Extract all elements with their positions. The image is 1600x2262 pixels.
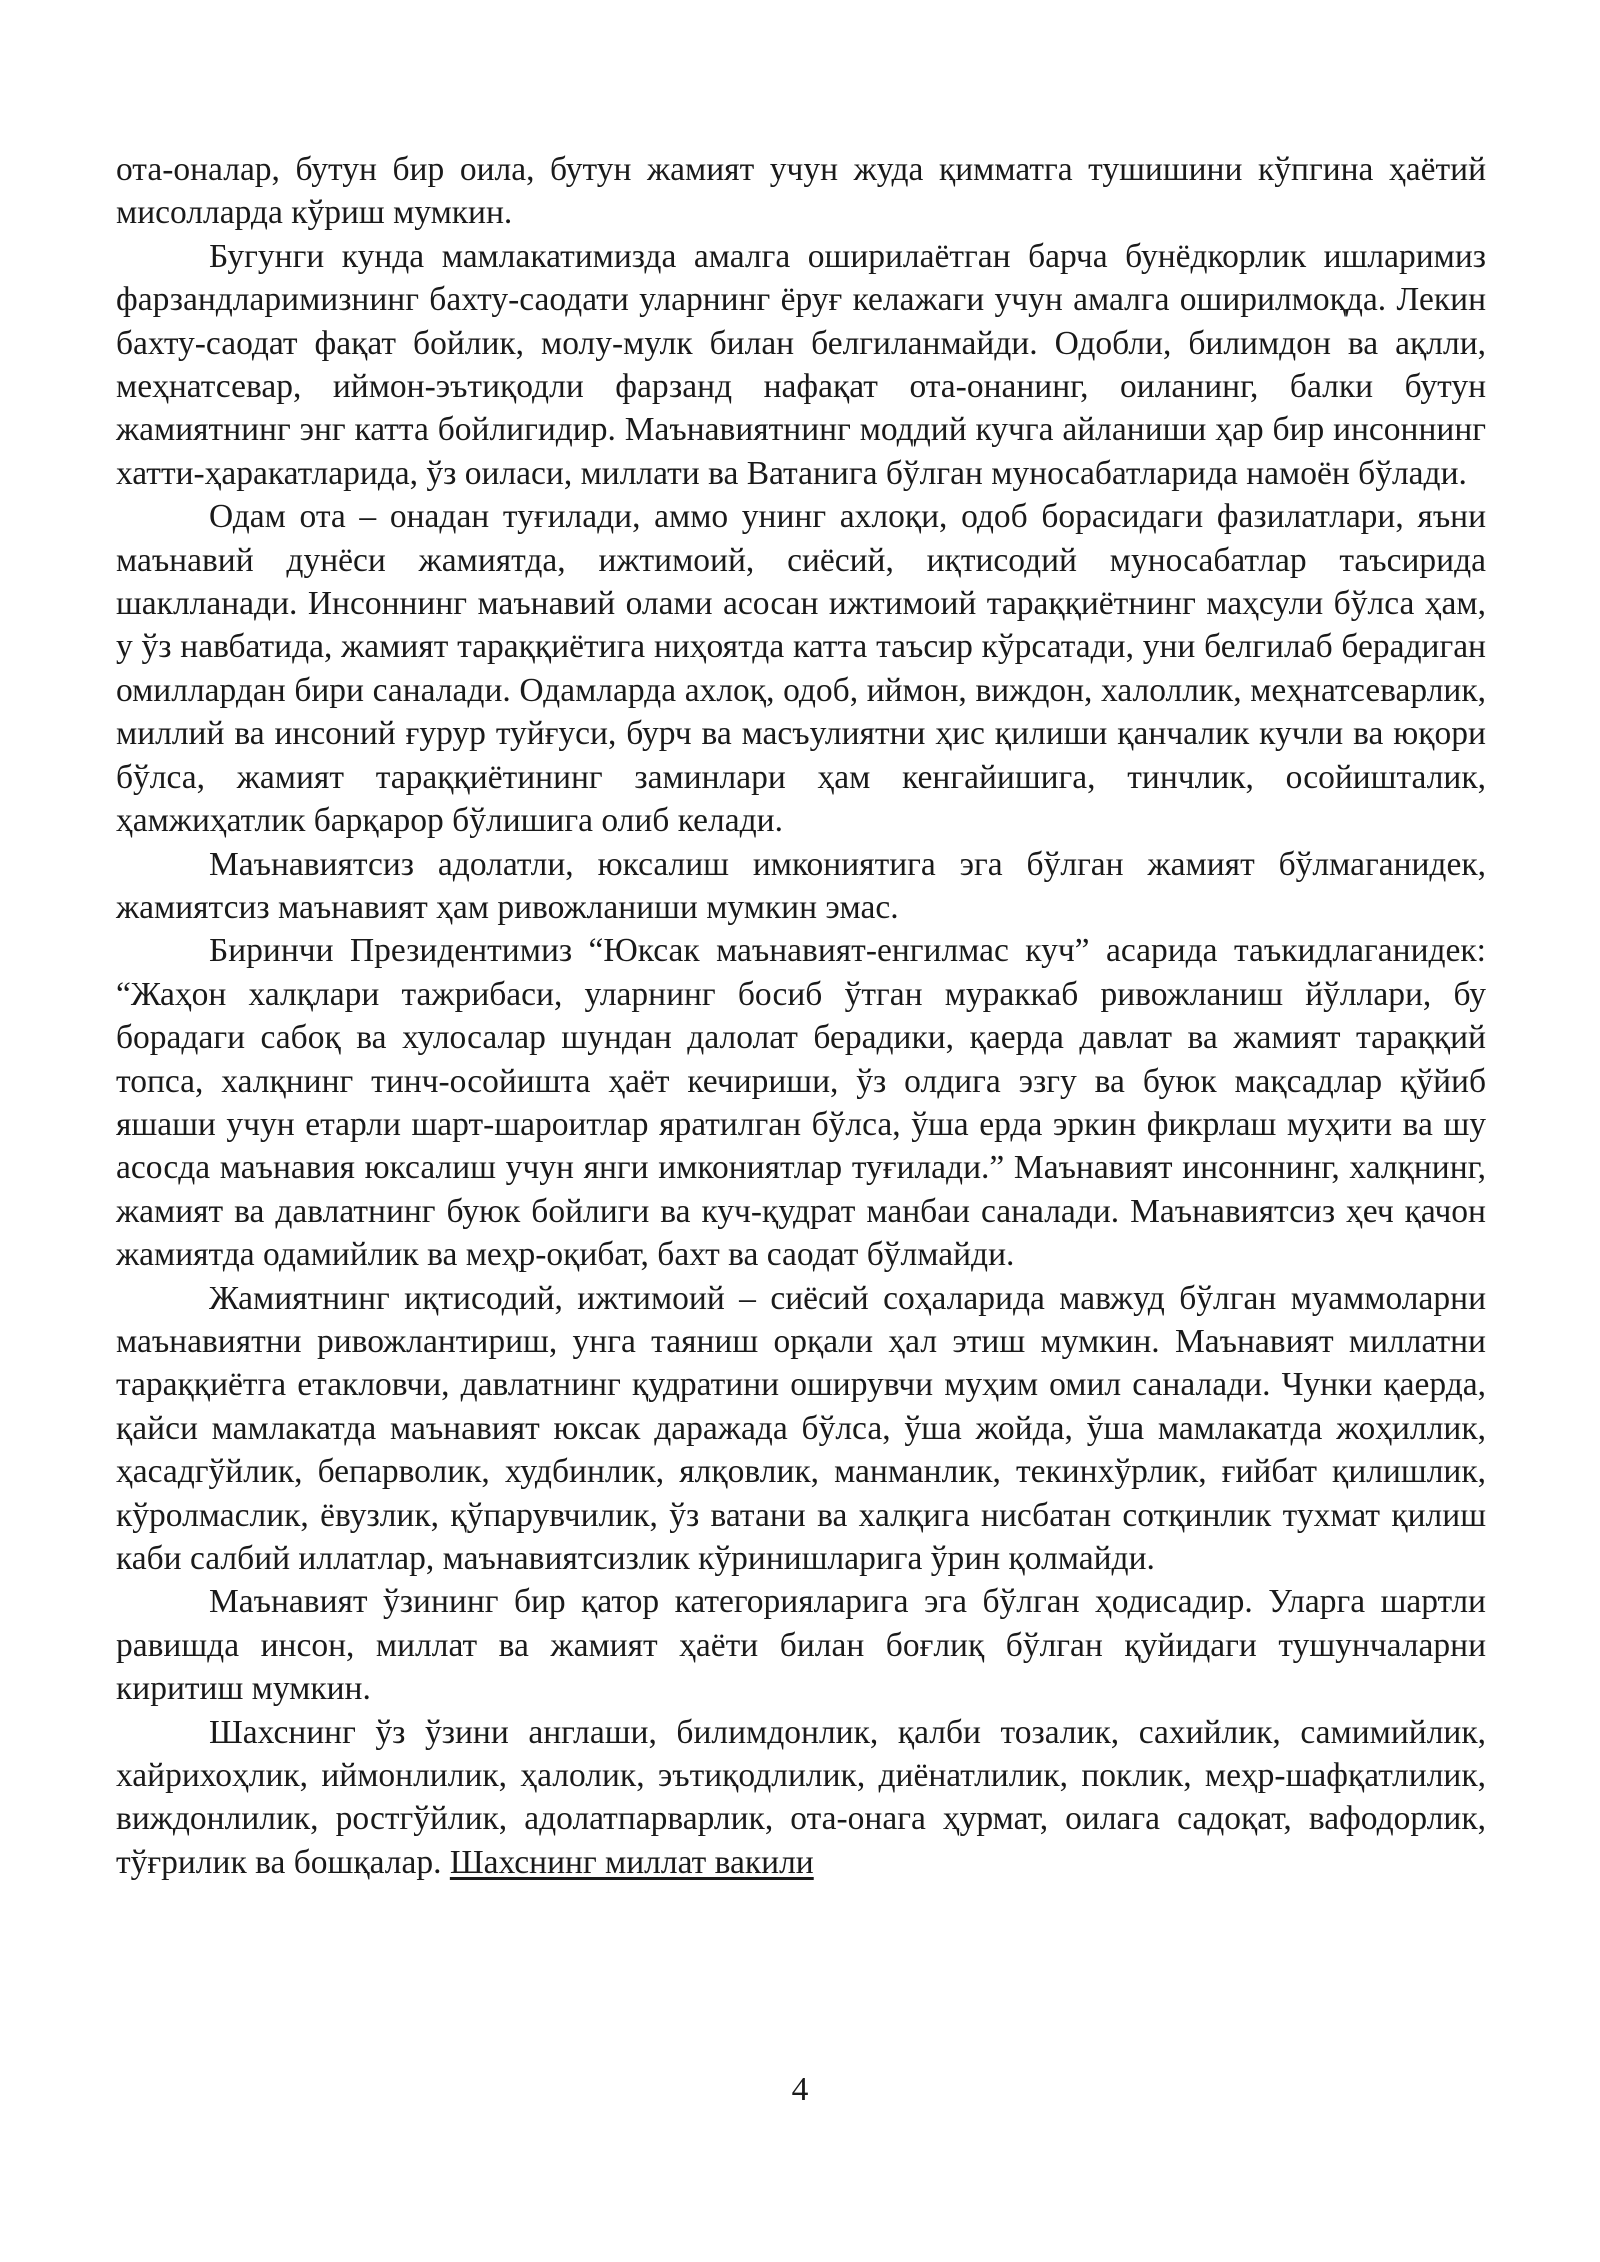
- page-number: 4: [791, 2071, 809, 2108]
- paragraph-8-text: Шахснинг ўз ўзини англаши, билимдонлик, қалби тозалик, сахийлик, самимийлик, хайрихоҳлик, иймонлилик, ҳалолик, эътиқодлилик, диёнатлилик, поклик, меҳр-шафқатлилик, виждонлилик, ростгўйлик, адолатпарварлик, ота-онага ҳурмат, оилага садоқат, вафодорлик, тўғрилик ва бошқалар.: [116, 1713, 1486, 1881]
- paragraph-7: Маънавият ўзининг бир қатор категорияларига эга бўлган ҳодисадир. Уларга шартли равишда инсон, миллат ва жамият ҳаёти билан боғлиқ бўлган қуйидаги тушунчаларни киритиш мумкин.: [116, 1583, 1486, 1708]
- paragraph-8: [116, 1711, 1486, 1885]
- underlined-text: Шахснинг миллат вакили: [449, 1843, 814, 1881]
- paragraph-5: Биринчи Президентимиз “Юксак маънавият-енгилмас куч” асарида таъкидлаганидек: “Жаҳон халқлари тажрибаси, уларнинг босиб ўтган мураккаб ривожланиш йўллари, бу борадаги сабоқ ва хулосалар шундан далолат берадики, қаерда давлат ва жамият тараққий топса, халқнинг тинч-осойишта ҳаёт кечириши, ўз олдига эзгу ва буюк мақсадлар қўйиб яшаши учун етарли шарт-шароитлар яратилган бўлса, ўша ерда эркин фикрлаш муҳити ва шу асосда маънавия юксалиш учун янги имкониятлар туғилади.” Маънавият инсоннинг, халқнинг, жамият ва давлатнинг буюк бойлиги ва куч-қудрат манбаи саналади. Маънавиятсиз ҳеч қачон жамиятда одамийлик ва меҳр-оқибат, бахт ва саодат бўлмайди.: [116, 932, 1486, 1274]
- paragraph-6: Жамиятнинг иқтисодий, ижтимоий – сиёсий соҳаларида мавжуд бўлган муаммоларни маънавиятни ривожлантириш, унга таяниш орқали ҳал этиш мумкин. Маънавият миллатни тараққиётга етакловчи, давлатнинг қудратини оширувчи муҳим омил саналади. Чунки қаерда, қайси мамлакатда маънавият юксак даражада бўлса, ўша жойда, ўша мамлакатда жоҳиллик, ҳасадгўйлик, бепарволик, худбинлик, ялқовлик, манманлик, текинхўрлик, ғийбат қилишлик, кўролмаслик, ёвузлик, қўпарувчилик, ўз ватани ва халқига нисбатан сотқинлик тухмат қилиш каби салбий иллатлар, маънавиятсизлик кўринишларига ўрин қолмайди.: [116, 1279, 1486, 1577]
- paragraph-1: ота-оналар, бутун бир оила, бутун жамият учун жуда қимматга тушишини кўпгина ҳаётий мисолларда кўриш мумкин.: [116, 151, 1486, 232]
- document-page: [116, 148, 1486, 1884]
- paragraph-4: Маънавиятсиз адолатли, юксалиш имкониятига эга бўлган жамият бўлмаганидек, жамиятсиз маънавият ҳам ривожланиши мумкин эмас.: [116, 845, 1486, 926]
- paragraph-3: Одам ота – онадан туғилади, аммо унинг ахлоқи, одоб борасидаги фазилатлари, яъни маънавий дунёси жамиятда, ижтимоий, сиёсий, иқтисодий муносабатлар таъсирида шаклланади. Инсоннинг маънавий олами асосан ижтимоий тараққиётнинг маҳсули бўлса ҳам, у ўз навбатида, жамият тараққиётига ниҳоятда катта таъсир кўрсатади, уни белгилаб берадиган омиллардан бири саналади. Одамларда ахлоқ, одоб, иймон, виждон, халоллик, меҳнатсеварлик, миллий ва инсоний ғурур туйғуси, бурч ва масъулиятни ҳис қилиши қанчалик кучли ва юқори бўлса, жамият тараққиётининг заминлари ҳам кенгайишига, тинчлик, осойишталик, ҳамжиҳатлик барқарор бўлишига олиб келади.: [116, 498, 1486, 840]
- paragraph-2: Бугунги кунда мамлакатимизда амалга оширилаётган барча бунёдкорлик ишларимиз фарзандларимизнинг бахту-саодати уларнинг ёруғ келажаги учун амалга оширилмоқда. Лекин бахту-саодат фақат бойлик, молу-мулк билан белгиланмайди. Одобли, билимдон ва ақлли, меҳнатсевар, иймон-эътиқодли фарзанд нафақат ота-онанинг, оиланинг, балки бутун жамиятнинг энг катта бойлигидир. Маънавиятнинг моддий кучга айланиши ҳар бир инсоннинг хатти-ҳаракатларида, ўз оиласи, миллати ва Ватанига бўлган муносабатларида намоён бўлади.: [116, 237, 1486, 492]
